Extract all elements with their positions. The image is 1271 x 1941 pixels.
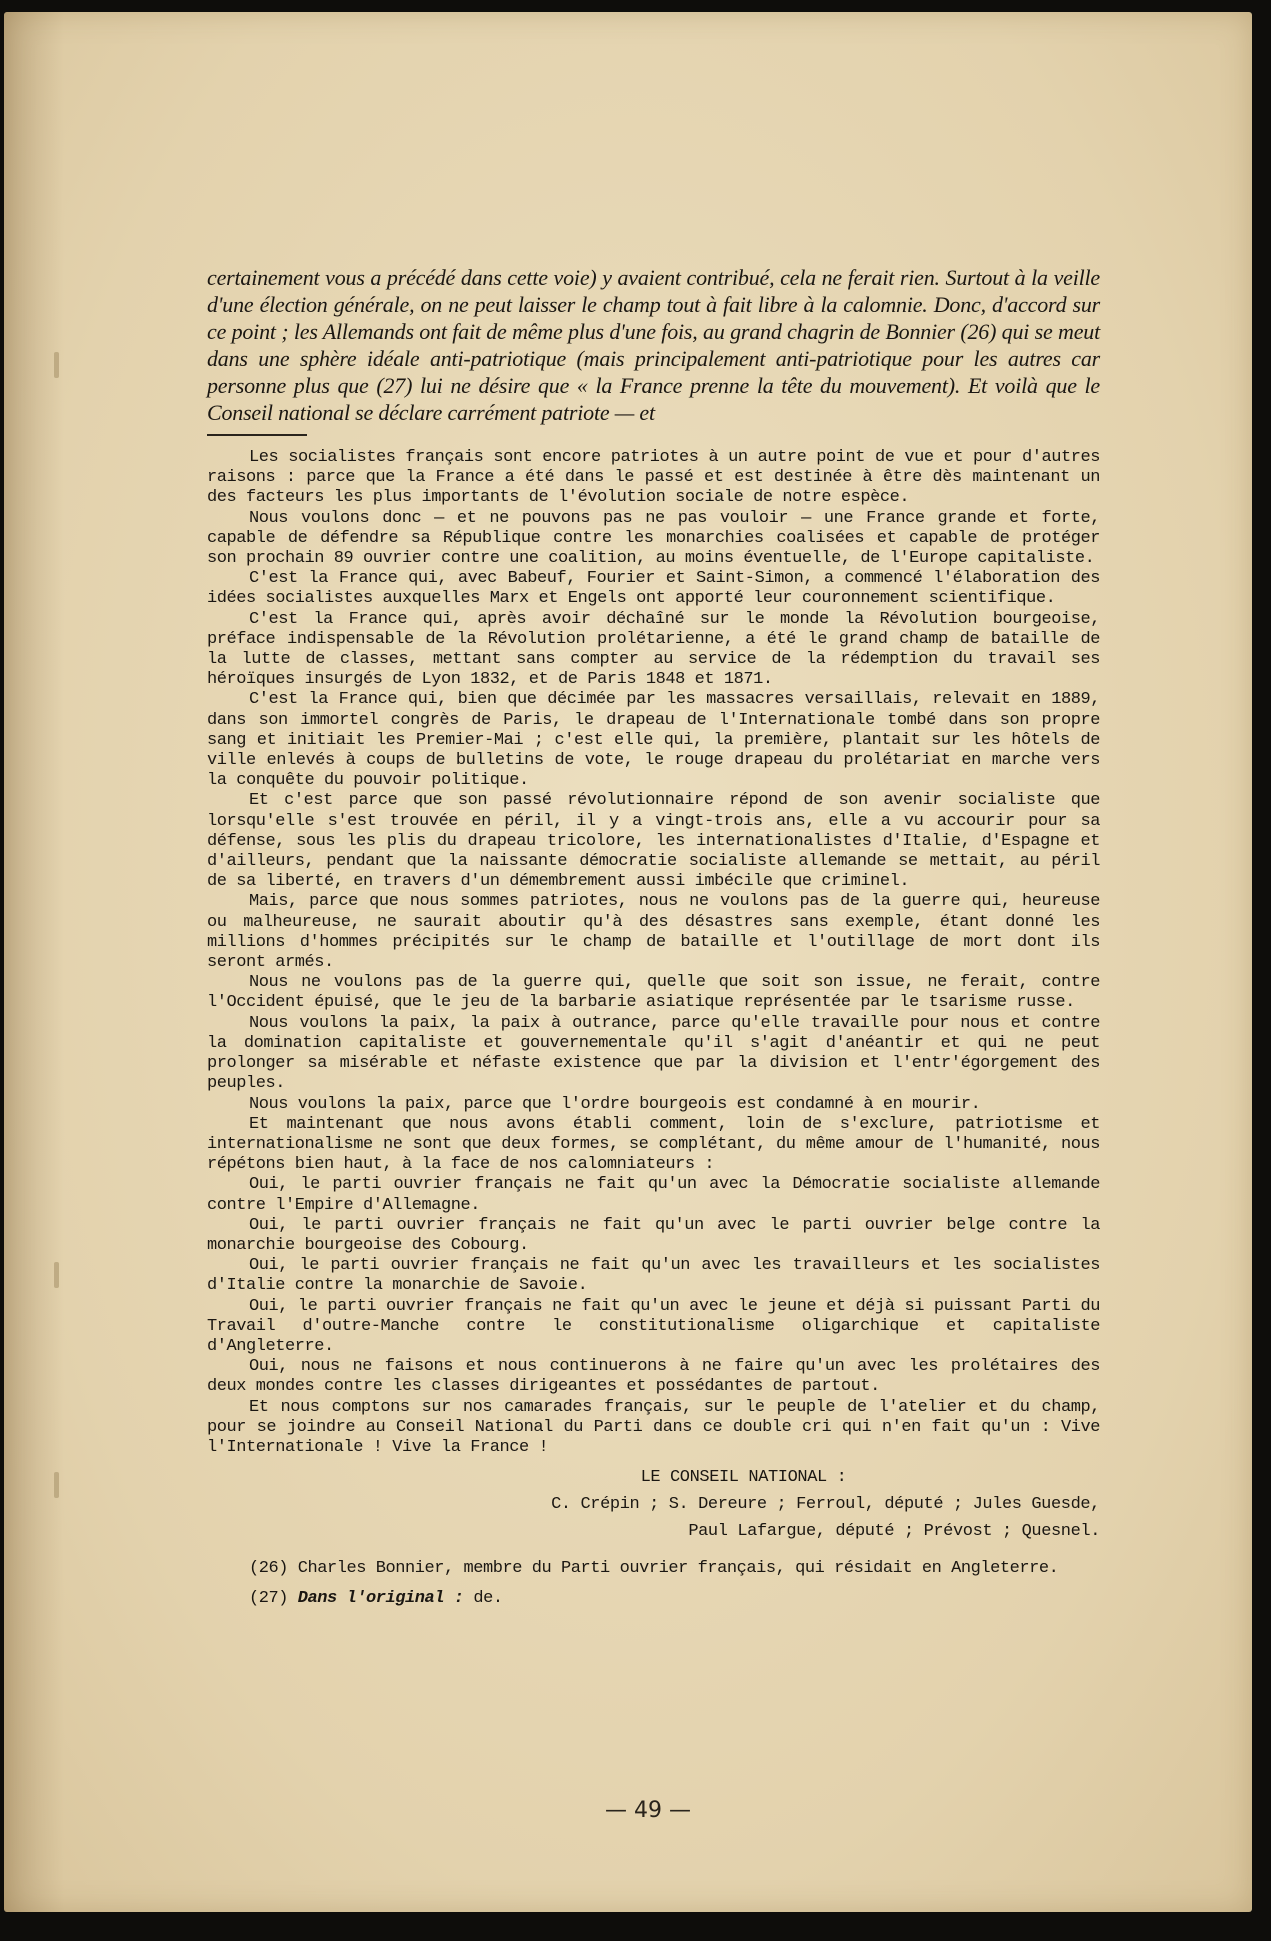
footnote-27-italic: Dans l'original : [297,1589,464,1609]
body-paragraph: Nous ne voulons pas de la guerre qui, quelle que soit son issue, ne ferait, contre l'Occident épuisé, que le jeu de la barbarie asiatique représentée par le tsarisme russe. [207,973,1100,1013]
body-paragraph: Mais, parce que nous sommes patriotes, nous ne voulons pas de la guerre qui, heureuse ou malheureuse, ne saurait aboutir qu'à des désastres sans exemple, étant donné les millions d'hommes précipités sur le champ de bataille et l'outillage de mort dont ils seront armés. [207,892,1100,973]
body-paragraph: Nous voulons donc — et ne pouvons pas ne pas vouloir — une France grande et forte, capable de défendre sa République contre les monarchies coalisées et capable de protéger son prochain 89 ouvrier contre une coalition, au moins éventuelle, de l'Europe capitaliste. [207,508,1100,569]
body-paragraph: C'est la France qui, après avoir déchaîné sur le monde la Révolution bourgeoise, préface indispensable de la Révolution prolétarienne, a été le grand champ de bataille de la lutte de classes, mettant sans compter au service de la rédemption du travail ses héroïques insurgés de Lyon 1832, et de Paris 1848 et 1871. [207,609,1100,690]
separator-rule [207,434,307,436]
body-paragraph: Et c'est parce que son passé révolutionnaire répond de son avenir socialiste que lorsqu'elle s'est trouvée en péril, il y a vingt-trois ans, elle a vu accourir pour sa défense, sous les plis du drapeau tricolore, les internationalistes d'Italie, d'Espagne et d'ailleurs, pendant que la naissante démocratie socialiste allemande se mettait, au péril de sa liberté, en travers d'un démembrement aussi imbécile que criminel. [207,791,1100,892]
document-page [4,12,1252,1912]
footnote-27-marker: (27) [249,1589,289,1609]
signature-block [207,1464,1100,1545]
staple-mark [54,1262,59,1288]
signatories-line: Paul Lafargue, député ; Prévost ; Quesnel. [688,1522,1100,1542]
body-paragraph: C'est la France qui, bien que décimée par les massacres versaillais, relevait en 1889, dans son immortel congrès de Paris, le drapeau de l'Internationale tombé dans son propre sang et initiait les Premier-Mai ; c'est elle qui, la première, plantait sur les hôtels de ville enlevés à coups de bulletins de vote, le rouge drapeau du prolétariat en marche vers la conquête du pouvoir politique. [207,690,1100,791]
body-paragraph: Oui, le parti ouvrier français ne fait qu'un avec les travailleurs et les socialistes d'Italie contre la monarchie de Savoie. [207,1256,1100,1296]
footnote-27 [207,1589,1100,1609]
body-paragraph: C'est la France qui, avec Babeuf, Fourier et Saint-Simon, a commencé l'élaboration des idées socialistes auxquelles Marx et Engels ont apporté leur couronnement scientifique. [207,569,1100,609]
italic-intro-paragraph: certainement vous a précédé dans cette voie) y avaient contribué, cela ne ferait rien. Surtout à la veille d'une élection générale, on ne peut laisser le champ tout à fait libre à la calomnie. Donc, d'accord sur ce point ; les Allemands ont fait de même plus d'une fois, au grand chagrin de Bonnier (26) qui se meut dans une sphère idéale anti-patriotique (mais principalement anti-patriotique pour les autres car personne plus que (27) lui ne désire que « la France prenne la tête du mouvement). Et voilà que le Conseil national se déclare carrément patriote — et [207,265,1100,425]
footnotes [207,1559,1100,1609]
body-paragraph: Oui, nous ne faisons et nous continuerons à ne faire qu'un avec les prolétaires des deux mondes contre les classes dirigeantes et possédantes de partout. [207,1357,1100,1397]
body-paragraph: Et maintenant que nous avons établi comment, loin de s'exclure, patriotisme et internationalisme ne sont que deux formes, se complétant, du même amour de l'humanité, nous répétons bien haut, à la face de nos calomniateurs : [207,1114,1100,1175]
body-paragraph: Et nous comptons sur nos camarades français, sur le peuple de l'atelier et du champ, pour se joindre au Conseil National du Parti dans ce double cri qui n'en fait qu'un : Vive l'Internationale ! Vive la France ! [207,1397,1100,1457]
body-paragraph: Oui, le parti ouvrier français ne fait qu'un avec le jeune et déjà si puissant Parti du Travail d'outre-Manche contre le constitutionalisme oligarchique et capitaliste d'Angleterre. [207,1296,1100,1356]
signatories-line: C. Crépin ; S. Dereure ; Ferroul, député ; Jules Guesde, [551,1495,1100,1515]
body-paragraph: Les socialistes français sont encore patriotes à un autre point de vue et pour d'autres raisons : parce que la France a été dans le passé et est destinée à être dès maintenant un des facteurs les plus importants de l'évolution sociale de notre espèce. [207,448,1100,508]
body-paragraph: Oui, le parti ouvrier français ne fait qu'un avec la Démocratie socialiste allemande contre l'Empire d'Allemagne. [207,1175,1100,1215]
body-paragraph: Nous voulons la paix, parce que l'ordre bourgeois est condamné à en mourir. [249,1094,981,1114]
binding-shadow [4,12,64,1912]
page-number: — 49 — [605,1798,691,1823]
signature-heading: LE CONSEIL NATIONAL : [640,1468,847,1488]
body-paragraph: Oui, le parti ouvrier français ne fait qu'un avec le parti ouvrier belge contre la monarchie bourgeoise des Cobourg. [207,1215,1100,1255]
footnote-27-text: de. [473,1589,503,1609]
page-content [207,264,1100,1619]
footnote-26: (26) Charles Bonnier, membre du Parti ouvrier français, qui résidait en Angleterre. [249,1559,1059,1579]
manifesto-body [207,448,1100,1458]
staple-mark [54,1472,59,1498]
body-paragraph: Nous voulons la paix, la paix à outrance, parce qu'elle travaille pour nous et contre la domination capitaliste et gouvernementale qu'il s'agit d'anéantir et qui ne peut prolonger sa misérable et néfaste existence que par la division et l'entr'égorgement des peuples. [207,1013,1100,1094]
staple-mark [54,352,59,378]
